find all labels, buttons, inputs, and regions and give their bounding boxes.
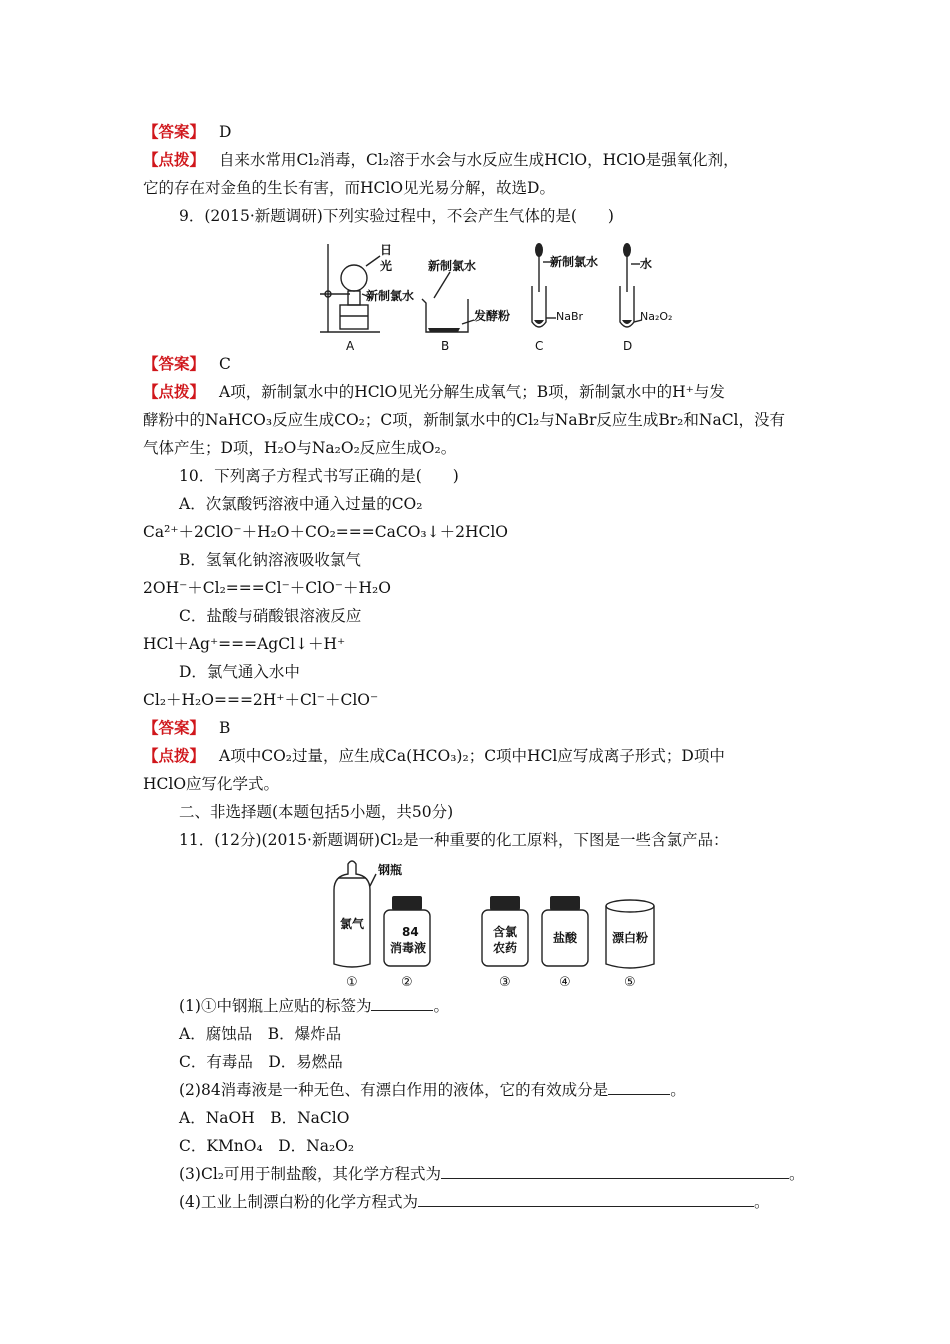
- hint-tag: 【点拨】: [143, 382, 206, 401]
- option-line: C．KMnO₄ D．Na₂O₂: [179, 1137, 355, 1155]
- answer-tag: 【答案】: [143, 718, 206, 737]
- option-line: A．腐蚀品 B．爆炸品: [179, 1025, 342, 1043]
- answer-value: B: [219, 719, 231, 737]
- answer-tag: 【答案】: [143, 354, 206, 373]
- answer-line: [143, 717, 230, 739]
- figure-label: 新制氯水: [428, 259, 477, 273]
- sub-question-1: (1)①中钢瓶上应贴的标签为 。: [179, 997, 449, 1015]
- hint-text: A项，新制氯水中的HClO见光分解生成氧气；B项，新制氯水中的H⁺与发: [219, 383, 725, 401]
- question-9-stem: 9．(2015·新题调研)下列实验过程中，不会产生气体的是( ): [179, 207, 614, 225]
- figure-number: ④: [559, 975, 571, 990]
- option-label: B．氢氧化钠溶液吸收氯气: [179, 551, 361, 569]
- section-heading: 二、非选择题(本题包括5小题，共50分): [179, 803, 454, 821]
- option-equation: Ca²⁺＋2ClO⁻＋H₂O＋CO₂===CaCO₃↓＋2HClO: [143, 523, 509, 541]
- figure-label: 新制氯水: [550, 255, 599, 269]
- hint-text: 自来水常用Cl₂消毒，Cl₂溶于水会与水反应生成HClO，HClO是强氧化剂，: [219, 151, 739, 169]
- figure-number: ②: [401, 975, 413, 990]
- figure-letter: A: [346, 339, 355, 353]
- answer-line: [143, 353, 231, 375]
- question-11-figure: [322, 856, 672, 992]
- question-10-stem: 10．下列离子方程式书写正确的是( ): [179, 467, 459, 485]
- answer-blank[interactable]: [371, 996, 433, 1011]
- figure-label: 漂白粉: [612, 931, 649, 945]
- figure-label: 水: [640, 257, 653, 271]
- hint-tag: 【点拨】: [143, 746, 206, 765]
- option-label: A．次氯酸钙溶液中通入过量的CO₂: [179, 495, 423, 513]
- figure-label: 盐酸: [553, 931, 578, 945]
- figure-label: 发酵粉: [474, 309, 511, 323]
- figure-number: ⑤: [624, 975, 636, 990]
- answer-value: D: [219, 123, 232, 141]
- figure-label: NaBr: [556, 310, 584, 323]
- figure-letter: B: [441, 339, 450, 353]
- hint-text: HClO应写化学式。: [143, 775, 280, 793]
- option-equation: HCl＋Ag⁺===AgCl↓＋H⁺: [143, 635, 346, 653]
- option-label: D．氯气通入水中: [179, 663, 300, 681]
- figure-label: 消毒液: [390, 941, 427, 955]
- option-line: A．NaOH B．NaClO: [179, 1109, 350, 1127]
- figure-label: Na₂O₂: [640, 310, 673, 323]
- option-equation: Cl₂＋H₂O===2H⁺＋Cl⁻＋ClO⁻: [143, 691, 379, 709]
- figure-label: 84: [402, 925, 419, 939]
- figure-label: 光: [380, 259, 393, 273]
- answer-blank[interactable]: [418, 1192, 754, 1207]
- hint-text: A项中CO₂过量，应生成Ca(HCO₃)₂；C项中HCl应写成离子形式；D项中: [219, 747, 725, 765]
- figure-label: 钢瓶: [378, 863, 403, 877]
- answer-blank[interactable]: [608, 1080, 670, 1095]
- option-line: C．有毒品 D．易燃品: [179, 1053, 343, 1071]
- option-label: C．盐酸与硝酸银溶液反应: [179, 607, 362, 625]
- hint-text: 它的存在对金鱼的生长有害，而HClO见光易分解，故选D。: [143, 179, 555, 197]
- hint-line: [143, 381, 725, 403]
- sub-question-4: (4)工业上制漂白粉的化学方程式为 。: [179, 1193, 770, 1211]
- figure-label: 氯气: [340, 917, 365, 931]
- hint-text: 气体产生；D项，H₂O与Na₂O₂反应生成O₂。: [143, 439, 457, 457]
- figure-label: 含氯: [493, 925, 518, 939]
- figure-letter: D: [623, 339, 633, 353]
- hint-tag: 【点拨】: [143, 150, 206, 169]
- answer-value: C: [219, 355, 231, 373]
- answer-blank[interactable]: [441, 1164, 789, 1179]
- hint-text: 酵粉中的NaHCO₃反应生成CO₂；C项，新制氯水中的Cl₂与NaBr反应生成Br₂和NaCl，没有: [143, 411, 786, 429]
- figure-label: 日: [380, 243, 393, 257]
- answer-tag: 【答案】: [143, 122, 206, 141]
- option-equation: 2OH⁻＋Cl₂===Cl⁻＋ClO⁻＋H₂O: [143, 579, 391, 597]
- figure-label: 新制氯水: [366, 289, 415, 303]
- hint-line: [143, 745, 725, 767]
- figure-number: ①: [346, 975, 358, 990]
- figure-number: ③: [499, 975, 511, 990]
- figure-letter: C: [535, 339, 544, 353]
- answer-line: [143, 121, 231, 143]
- hint-line: [143, 149, 739, 171]
- sub-question-2: (2)84消毒液是一种无色、有漂白作用的液体，它的有效成分是 。: [179, 1081, 686, 1099]
- sub-question-3: (3)Cl₂可用于制盐酸，其化学方程式为 。: [179, 1165, 805, 1183]
- question-9-figure: [310, 236, 680, 354]
- figure-label: 农药: [493, 941, 518, 955]
- question-11-stem: 11．(12分)(2015·新题调研)Cl₂是一种重要的化工原料，下图是一些含氯产品：: [179, 831, 729, 849]
